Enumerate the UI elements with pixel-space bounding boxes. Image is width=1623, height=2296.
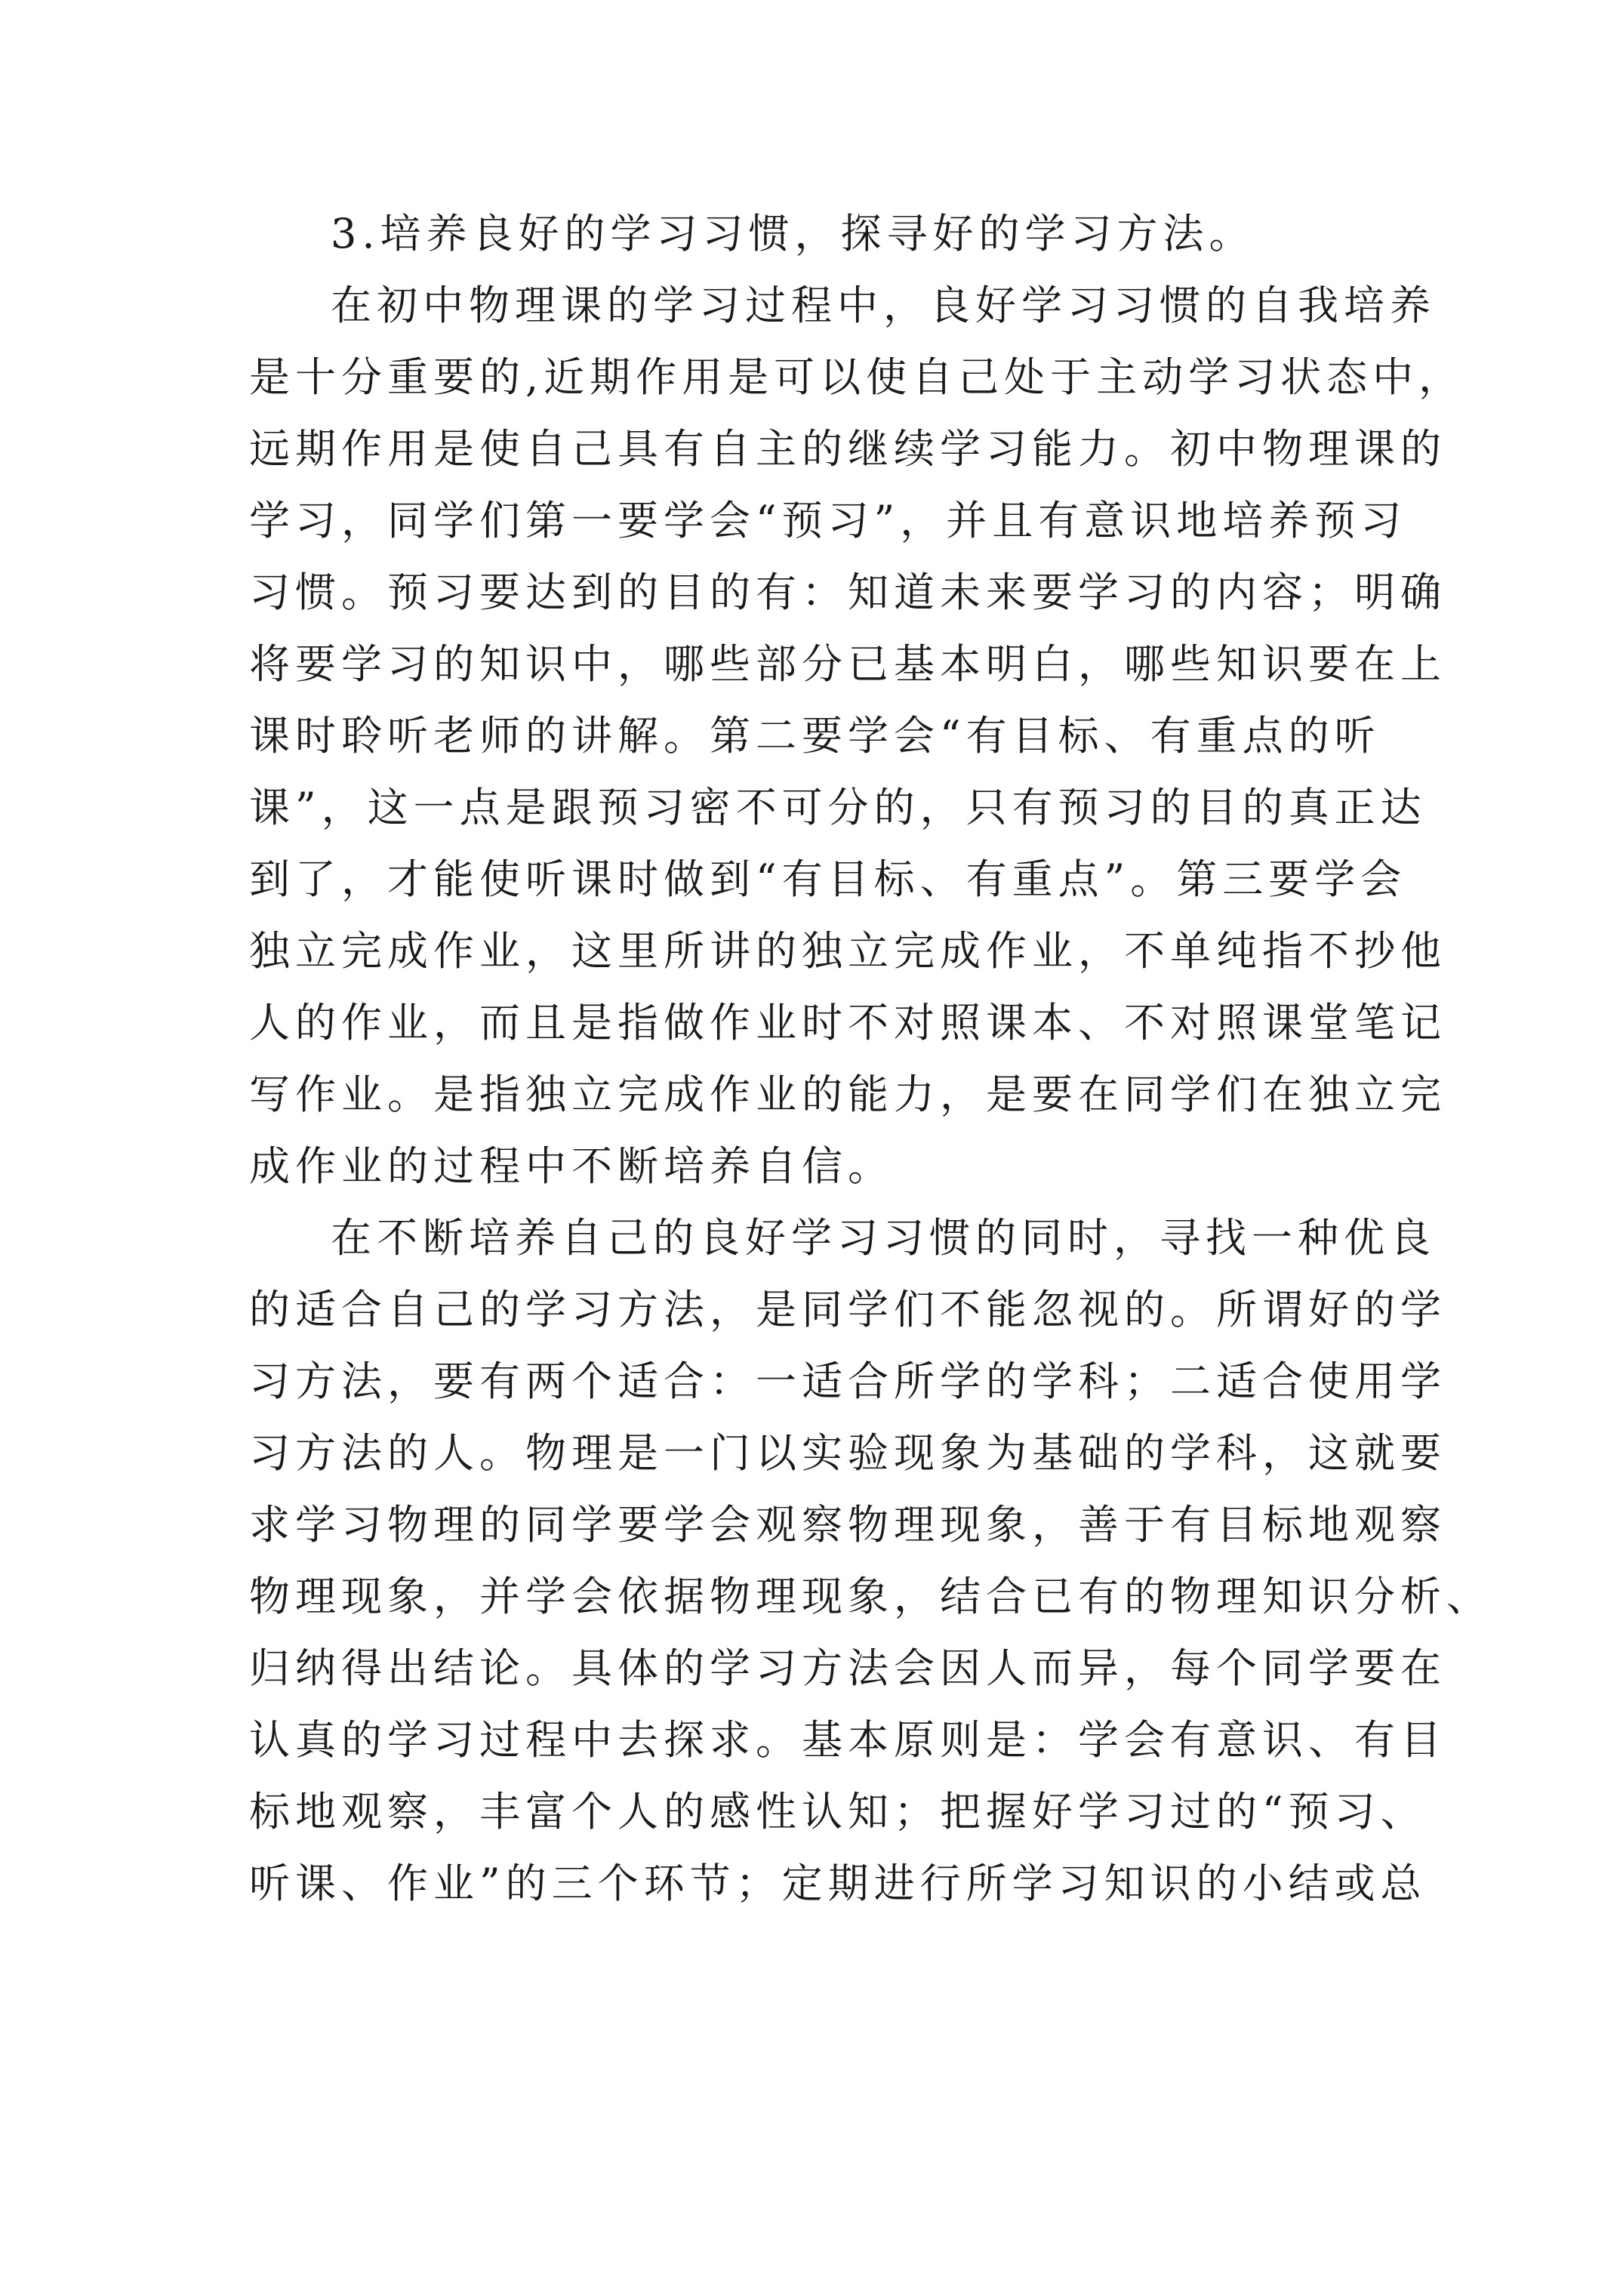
paragraph-line: 求学习物理的同学要学会观察物理现象，善于有目标地观察 (249, 1501, 1446, 1549)
paragraph-line: 人的作业，而且是指做作业时不对照课本、不对照课堂笔记 (249, 999, 1446, 1046)
paragraph-line: 的适合自己的学习方法，是同学们不能忽视的。所谓好的学 (249, 1286, 1446, 1333)
paragraph-line: 习方法的人。物理是一门以实验现象为基础的学科，这就要 (249, 1429, 1446, 1477)
paragraph-line: 习惯。预习要达到的目的有：知道未来要学习的内容；明确 (249, 569, 1446, 616)
paragraph-line: 远期作用是使自己具有自主的继续学习能力。初中物理课的 (249, 425, 1446, 473)
paragraph-line: 在不断培养自己的良好学习习惯的同时，寻找一种优良 (331, 1214, 1436, 1262)
paragraph-line: 习方法，要有两个适合：一适合所学的学科；二适合使用学 (249, 1358, 1446, 1405)
body-text (249, 198, 1492, 1919)
paragraph-line: 成作业的过程中不断培养自信。 (249, 1142, 894, 1190)
section-heading: 3.培养良好的学习习惯，探寻好的学习方法。 (331, 210, 1255, 257)
paragraph-line: 学习，同学们第一要学会“预习”，并且有意识地培养预习 (249, 497, 1407, 544)
paragraph-line: 独立完成作业，这里所讲的独立完成作业，不单纯指不抄他 (249, 927, 1446, 975)
paragraph-line: 将要学习的知识中，哪些部分已基本明白，哪些知识要在上 (249, 640, 1446, 688)
paragraph-line: 归纳得出结论。具体的学习方法会因人而异，每个同学要在 (249, 1644, 1446, 1692)
paragraph-line: 课”，这一点是跟预习密不可分的，只有预习的目的真正达 (249, 784, 1427, 831)
paragraph-line: 听课、作业”的三个环节；定期进行所学习知识的小结或总 (249, 1860, 1427, 1907)
paragraph-line: 是十分重要的,近期作用是可以使自己处于主动学习状态中， (249, 353, 1465, 401)
paragraph-line: 认真的学习过程中去探求。基本原则是：学会有意识、有目 (249, 1716, 1446, 1764)
paragraph-line: 课时聆听老师的讲解。第二要学会“有目标、有重点的听 (249, 712, 1381, 760)
paragraph-line: 写作业。是指独立完成作业的能力，是要在同学们在独立完 (249, 1071, 1446, 1118)
paragraph-line: 标地观察，丰富个人的感性认知；把握好学习过的“预习、 (249, 1788, 1427, 1835)
paragraph-line: 到了，才能使听课时做到“有目标、有重点”。第三要学会 (249, 855, 1407, 903)
paragraph-line: 物理现象，并学会依据物理现象，结合已有的物理知识分析、 (249, 1573, 1492, 1620)
paragraph-line: 在初中物理课的学习过程中，良好学习习惯的自我培养 (331, 282, 1436, 329)
